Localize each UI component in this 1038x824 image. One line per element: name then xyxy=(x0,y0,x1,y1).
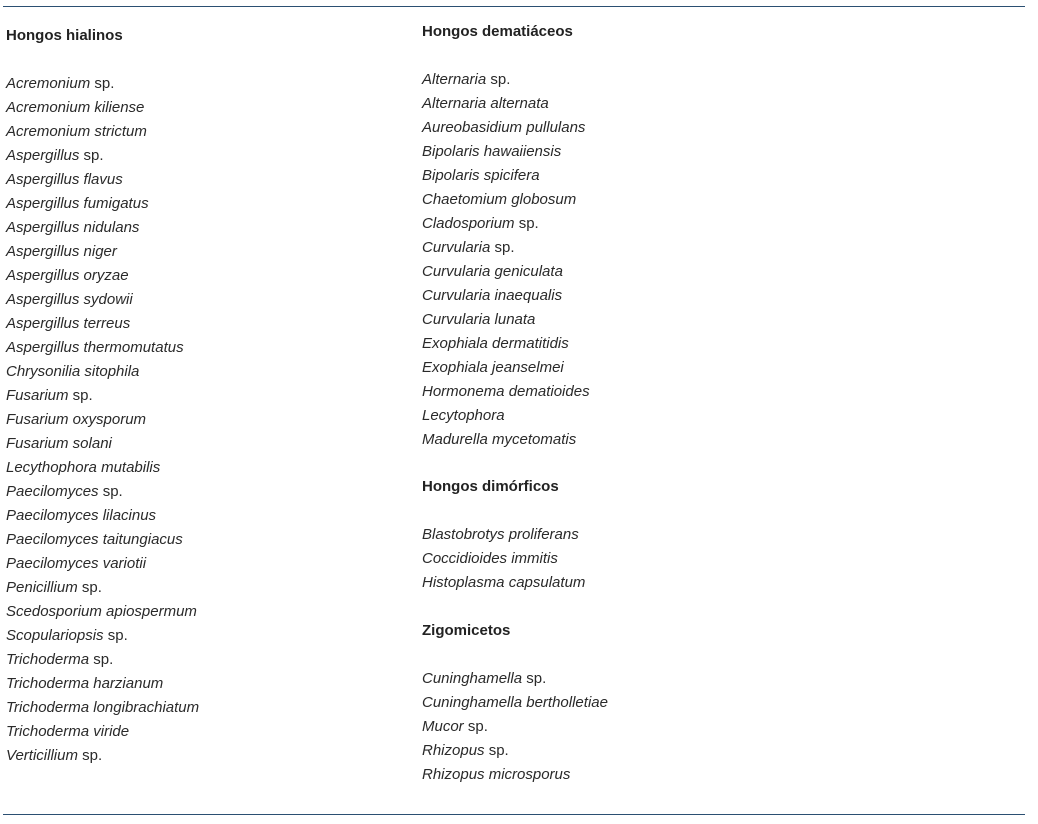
species-item xyxy=(422,380,590,404)
species-suffix: sp. xyxy=(79,147,104,164)
species-item xyxy=(6,744,199,768)
species-name: Trichoderma longibrachiatum xyxy=(6,699,200,716)
species-item xyxy=(6,672,199,696)
species-name: Curvularia lunata xyxy=(422,311,536,328)
species-item xyxy=(6,168,199,192)
species-suffix: sp. xyxy=(522,670,547,687)
species-suffix: sp. xyxy=(463,718,488,735)
species-item xyxy=(422,404,590,428)
species-name: Paecilomyces variotii xyxy=(6,555,147,572)
species-item xyxy=(422,68,590,92)
species-name: Rhizopus xyxy=(422,742,489,759)
species-name: Aspergillus fumigatus xyxy=(6,195,149,212)
species-item xyxy=(422,571,585,595)
species-name: Fusarium oxysporum xyxy=(6,411,147,428)
species-item xyxy=(422,236,590,260)
species-item xyxy=(6,312,199,336)
species-name: Cuninghamella xyxy=(422,670,523,687)
species-item xyxy=(422,332,590,356)
species-name: Lecythophora mutabilis xyxy=(6,459,161,476)
species-name: Acremonium strictum xyxy=(6,123,147,140)
species-item xyxy=(422,763,608,787)
species-item xyxy=(422,308,590,332)
species-name: Paecilomyces lilacinus xyxy=(6,507,157,524)
species-suffix: sp. xyxy=(514,215,539,232)
species-name: Aspergillus flavus xyxy=(6,171,123,188)
species-name: Fusarium xyxy=(6,387,69,404)
species-item xyxy=(422,428,590,452)
species-item xyxy=(6,720,199,744)
species-name: Bipolaris spicifera xyxy=(422,167,540,184)
heading-hialinos: Hongos hialinos xyxy=(6,27,123,44)
species-name: Curvularia inaequalis xyxy=(422,287,563,304)
species-item xyxy=(6,624,199,648)
species-name: Rhizopus microsporus xyxy=(422,766,571,783)
species-name: Aspergillus nidulans xyxy=(6,219,140,236)
species-name: Curvularia geniculata xyxy=(422,263,563,280)
species-name: Alternaria alternata xyxy=(422,95,549,112)
species-item xyxy=(6,456,199,480)
species-name: Chrysonilia sitophila xyxy=(6,363,140,380)
species-name: Scedosporium apiospermum xyxy=(6,603,197,620)
species-item xyxy=(6,240,199,264)
list-zigomicetos xyxy=(422,667,608,787)
species-name: Aspergillus oryzae xyxy=(6,267,129,284)
species-item xyxy=(422,356,590,380)
species-item xyxy=(422,547,585,571)
species-name: Bipolaris hawaiiensis xyxy=(422,143,562,160)
species-name: Penicillium xyxy=(6,579,78,596)
species-name: Aspergillus terreus xyxy=(6,315,131,332)
species-name: Coccidioides immitis xyxy=(422,550,558,567)
species-name: Aureobasidium pullulans xyxy=(422,119,586,136)
species-name: Histoplasma capsulatum xyxy=(422,574,586,591)
species-name: Aspergillus xyxy=(6,147,80,164)
species-name: Trichoderma xyxy=(6,651,90,668)
species-suffix: sp. xyxy=(98,483,123,500)
species-item xyxy=(6,504,199,528)
species-item xyxy=(6,408,199,432)
species-item xyxy=(6,600,199,624)
species-item xyxy=(6,432,199,456)
list-dematiaceos xyxy=(422,68,590,452)
species-name: Acremonium xyxy=(6,75,91,92)
species-item xyxy=(6,576,199,600)
species-suffix: sp. xyxy=(89,651,114,668)
species-name: Aspergillus niger xyxy=(6,243,117,260)
species-name: Paecilomyces taitungiacus xyxy=(6,531,183,548)
species-item xyxy=(6,696,199,720)
species-name: Trichoderma viride xyxy=(6,723,130,740)
species-name: Alternaria xyxy=(422,71,487,88)
species-name: Lecytophora xyxy=(422,407,505,424)
species-suffix: sp. xyxy=(90,75,115,92)
species-item xyxy=(6,96,199,120)
species-suffix: sp. xyxy=(77,747,103,764)
species-item xyxy=(422,739,608,763)
species-item xyxy=(422,715,608,739)
species-item xyxy=(422,116,590,140)
species-item xyxy=(422,667,608,691)
species-name: Acremonium kiliense xyxy=(6,99,145,116)
species-name: Mucor xyxy=(422,718,464,735)
species-name: Trichoderma harzianum xyxy=(6,675,164,692)
species-item xyxy=(422,284,590,308)
species-item xyxy=(422,260,590,284)
species-name: Hormonema dematioides xyxy=(422,383,590,400)
species-name: Aspergillus thermomutatus xyxy=(6,339,184,356)
heading-zigomicetos: Zigomicetos xyxy=(422,622,511,639)
top-rule xyxy=(3,6,1025,7)
species-item xyxy=(6,336,199,360)
bottom-rule xyxy=(3,814,1025,815)
species-suffix: sp. xyxy=(77,579,102,596)
species-item xyxy=(6,288,199,312)
species-item xyxy=(422,212,590,236)
list-hialinos xyxy=(6,72,199,768)
heading-dematiaceos: Hongos dematiáceos xyxy=(422,23,573,40)
heading-dimorficos: Hongos dimórficos xyxy=(422,478,559,495)
species-item xyxy=(6,192,199,216)
species-name: Fusarium solani xyxy=(6,435,112,452)
list-dimorficos xyxy=(422,523,585,595)
species-name: Verticillium xyxy=(6,747,78,764)
species-item xyxy=(6,216,199,240)
species-name: Exophiala jeanselmei xyxy=(422,359,564,376)
species-item xyxy=(6,384,199,408)
species-suffix: sp. xyxy=(490,239,515,256)
species-item xyxy=(6,528,199,552)
species-item xyxy=(422,140,590,164)
species-name: Exophiala dermatitidis xyxy=(422,335,569,352)
species-name: Madurella mycetomatis xyxy=(422,431,577,448)
species-item xyxy=(6,264,199,288)
species-item xyxy=(422,691,608,715)
species-item xyxy=(6,120,199,144)
species-item xyxy=(6,144,199,168)
species-suffix: sp. xyxy=(486,71,511,88)
species-item xyxy=(6,360,199,384)
species-name: Cuninghamella bertholletiae xyxy=(422,694,608,711)
species-name: Blastobrotys proliferans xyxy=(422,526,579,543)
species-name: Scopulariopsis xyxy=(6,627,104,644)
species-name: Chaetomium globosum xyxy=(422,191,577,208)
species-item xyxy=(6,480,199,504)
species-item xyxy=(422,523,585,547)
species-suffix: sp. xyxy=(103,627,128,644)
species-suffix: sp. xyxy=(68,387,93,404)
species-suffix: sp. xyxy=(488,742,509,759)
species-name: Paecilomyces xyxy=(6,483,99,500)
species-item xyxy=(422,164,590,188)
species-name: Aspergillus sydowii xyxy=(6,291,133,308)
species-item xyxy=(422,92,590,116)
species-item xyxy=(6,648,199,672)
species-item xyxy=(422,188,590,212)
species-item xyxy=(6,552,199,576)
species-item xyxy=(6,72,199,96)
species-name: Curvularia xyxy=(422,239,491,256)
species-name: Cladosporium xyxy=(422,215,515,232)
